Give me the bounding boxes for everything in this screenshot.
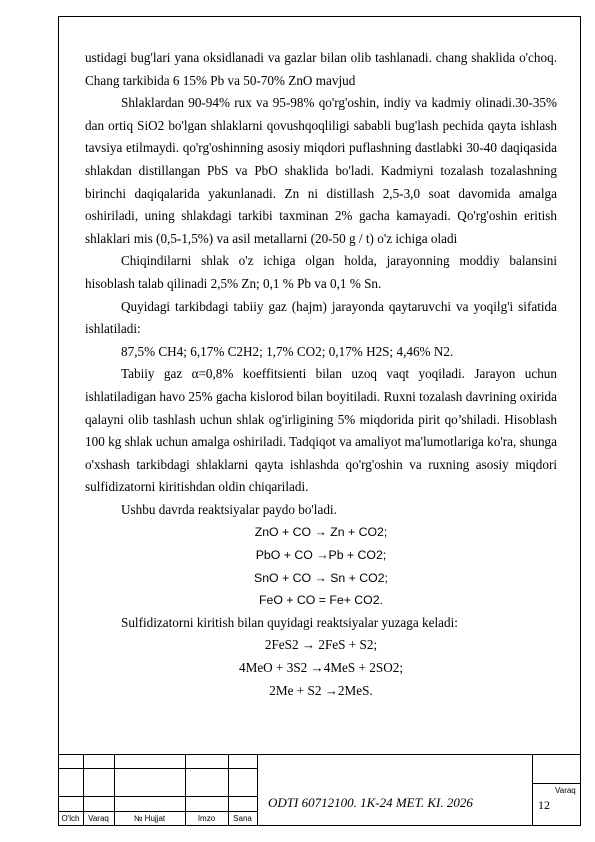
paragraph-2: Shlaklardan 90-94% rux va 95-98% qo'rg'oshin, indiy va kadmiy olinadi.30-35% dan ortiq SiO2 bo'lgan shlaklarni qovushqoqliligi sababli bug'lash pechida qayta ishlash tavsiya etilmaydi. qo'rg'oshinning asosiy miqdori puflashning dastlabki 30-40 daqiqasida shlakdan distillangan PbS va PbO shaklida bo'ladi. Kadmiyni tozalash tozalashning birinchi daqiqalarida yakunlanadi. Zn ni distillash 2,5-3,0 soat davomida amalga oshiriladi, uning shlakdagi tarkibi taxminan 2% gacha kamayadi. Qo'rg'oshin eritish shlaklari mis (0,5-1,5%) va asil metallarni (20-50 g / t) o'z ichiga oladi — [85, 95, 557, 246]
equation: 2Me + S2 →2MeS. — [269, 682, 373, 698]
paragraph-8: Sulfidizatorni kiritish bilan quyidagi reaktsiyalar yuzaga keladi: — [121, 614, 458, 630]
paragraph-4: Quyidagi tarkibdagi tabiiy gaz (hajm) jarayonda qaytaruvchi va yoqilg'i sifatida ishlatiladi: — [85, 298, 557, 337]
equation: FeO + CO = Fe+ CO2. — [258, 593, 384, 608]
stamp-border — [58, 754, 581, 755]
paragraph-3: Chiqindilarni shlak o'z ichiga olgan holda, jarayonning moddiy balansini hisoblash talab qilinadi 2,5% Zn; 0,1 % Pb va 0,1 % Sn. — [85, 253, 557, 291]
sheet-number: 12 — [538, 798, 550, 812]
equation: ZnO + CO → Zn + CO2; — [254, 525, 388, 540]
document-code: ODTI 60712100. 1K-24 MET. KI. 2026 — [268, 795, 473, 810]
paragraph-1: ustidagi bug'lari yana oksidlanadi va gazlar bilan olib tashlanadi. chang shaklida o'choq. Chang tarkibida 6 15% Pb va 50-70% ZnO mavjud — [85, 50, 557, 88]
col-olch-label: O'lch — [61, 814, 80, 823]
col-sana-label: Sana — [233, 814, 252, 823]
paragraph-7: Ushbu davrda reaktsiyalar paydo bo'ladi. — [121, 501, 337, 517]
paragraph-6: Tabiiy gaz α=0,8% koeffitsienti bilan uzoq vaqt yoqiladi. Jarayon uchun ishlatiladigan havo 25% gacha kislorod bilan boyitiladi. Ruxni tozalash davrining oxirida qalayni olib tashlash uchun shlak og'irligining 5% miqdorida pirit qo’shiladi. Hisoblash 100 kg shlak uchun amalga oshiriladi. Tadqiqot va amaliyot ma'lumotlariga ko'ra, shunga o'xshash tarkibdagi shlaklarni qayta ishlashda qo'rg'oshin va ruxning asosiy miqdori sulfidizatorni kiritishdan oldin chiqariladi. — [85, 366, 557, 495]
col-imzo-label: Imzo — [197, 814, 216, 823]
equation: PbO + CO →Pb + CO2; — [255, 548, 387, 563]
sheet-label: Varaq — [555, 786, 576, 795]
col-varaq-label: Varaq — [88, 814, 109, 823]
stamp-col-line — [257, 754, 258, 826]
equation: 4MeO + 3S2 →4MeS + 2SO2; — [239, 660, 403, 676]
col-hujjat-label: № Hujjat — [133, 814, 166, 823]
page-content — [85, 47, 557, 702]
stamp-col-line — [532, 754, 533, 826]
stamp-row-line — [532, 783, 581, 784]
equation: 2FeS2 → 2FeS + S2; — [264, 637, 378, 653]
equation: SnO + CO → Sn + CO2; — [254, 570, 388, 585]
paragraph-5: 87,5% CH4; 6,17% C2H2; 1,7% CO2; 0,17% H2S; 4,46% N2. — [121, 343, 454, 359]
